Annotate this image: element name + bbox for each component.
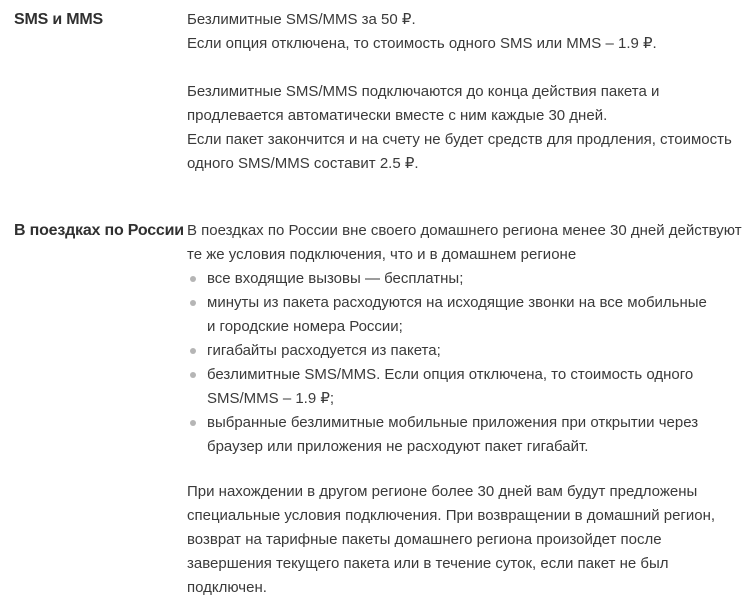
section-russia-travel xyxy=(14,219,741,600)
section-label-sms-mms: SMS и MMS xyxy=(14,11,103,28)
list-item-package-minutes xyxy=(187,291,739,339)
bullet-dot-icon xyxy=(190,300,196,306)
text-line: Если пакет закончится и на счету не будет средств для продления, стоимость xyxy=(187,131,732,148)
bullet-dot-icon xyxy=(190,276,196,282)
list-item-mobile-apps xyxy=(187,411,739,459)
section-label-russia-travel: В поездках по России xyxy=(14,222,184,239)
section-content-russia-travel xyxy=(187,219,742,600)
text-line: В поездках по России вне своего домашнего региона менее 30 дней действуют xyxy=(187,222,742,239)
text-line: подключен. xyxy=(187,579,267,596)
travel-conditions-list xyxy=(187,267,739,459)
bullet-dot-icon xyxy=(190,372,196,378)
paragraph-other-region xyxy=(187,480,739,600)
text-line: SMS/MMS – 1.9 ₽; xyxy=(207,390,335,407)
text-line: выбранные безлимитные мобильные приложения при открытии через xyxy=(207,414,699,431)
paragraph-sms-price xyxy=(187,8,739,56)
text-line: гигабайты расходуется из пакета; xyxy=(207,342,441,359)
text-line: завершения текущего пакета или в течение суток, если пакет не был xyxy=(187,555,669,572)
text-line: те же условия подключения, что и в домашнем регионе xyxy=(187,246,577,263)
section-sms-mms xyxy=(14,8,741,176)
text-line: одного SMS/MMS составит 2.5 ₽. xyxy=(187,155,419,172)
text-line: безлимитные SMS/MMS. Если опция отключена, то стоимость одного xyxy=(207,366,694,383)
text-line: При нахождении в другом регионе более 30 дней вам будут предложены xyxy=(187,483,698,500)
section-content-sms-mms xyxy=(187,8,739,176)
text-line: продлевается автоматически вместе с ним каждые 30 дней. xyxy=(187,107,608,124)
bullet-dot-icon xyxy=(190,348,196,354)
text-line: Безлимитные SMS/MMS за 50 ₽. xyxy=(187,11,416,28)
text-line: и городские номера России; xyxy=(207,318,403,335)
list-item-unlimited-sms xyxy=(187,363,739,411)
text-line: возврат на тарифные пакеты домашнего региона произойдет после xyxy=(187,531,662,548)
text-line: Безлимитные SMS/MMS подключаются до конца действия пакета и xyxy=(187,83,660,100)
text-line: специальные условия подключения. При возвращении в домашний регион, xyxy=(187,507,716,524)
list-item-gigabytes xyxy=(187,339,739,363)
bullet-dot-icon xyxy=(190,420,196,426)
text-line: Если опция отключена, то стоимость одного SMS или MMS – 1.9 ₽. xyxy=(187,35,657,52)
text-line: браузер или приложения не расходуют пакет гигабайт. xyxy=(207,438,589,455)
paragraph-travel-intro xyxy=(187,219,742,267)
text-line: все входящие вызовы — бесплатны; xyxy=(207,270,464,287)
text-line: минуты из пакета расходуются на исходящие звонки на все мобильные xyxy=(207,294,707,311)
list-item-incoming-calls xyxy=(187,267,739,291)
paragraph-sms-renewal xyxy=(187,80,739,176)
